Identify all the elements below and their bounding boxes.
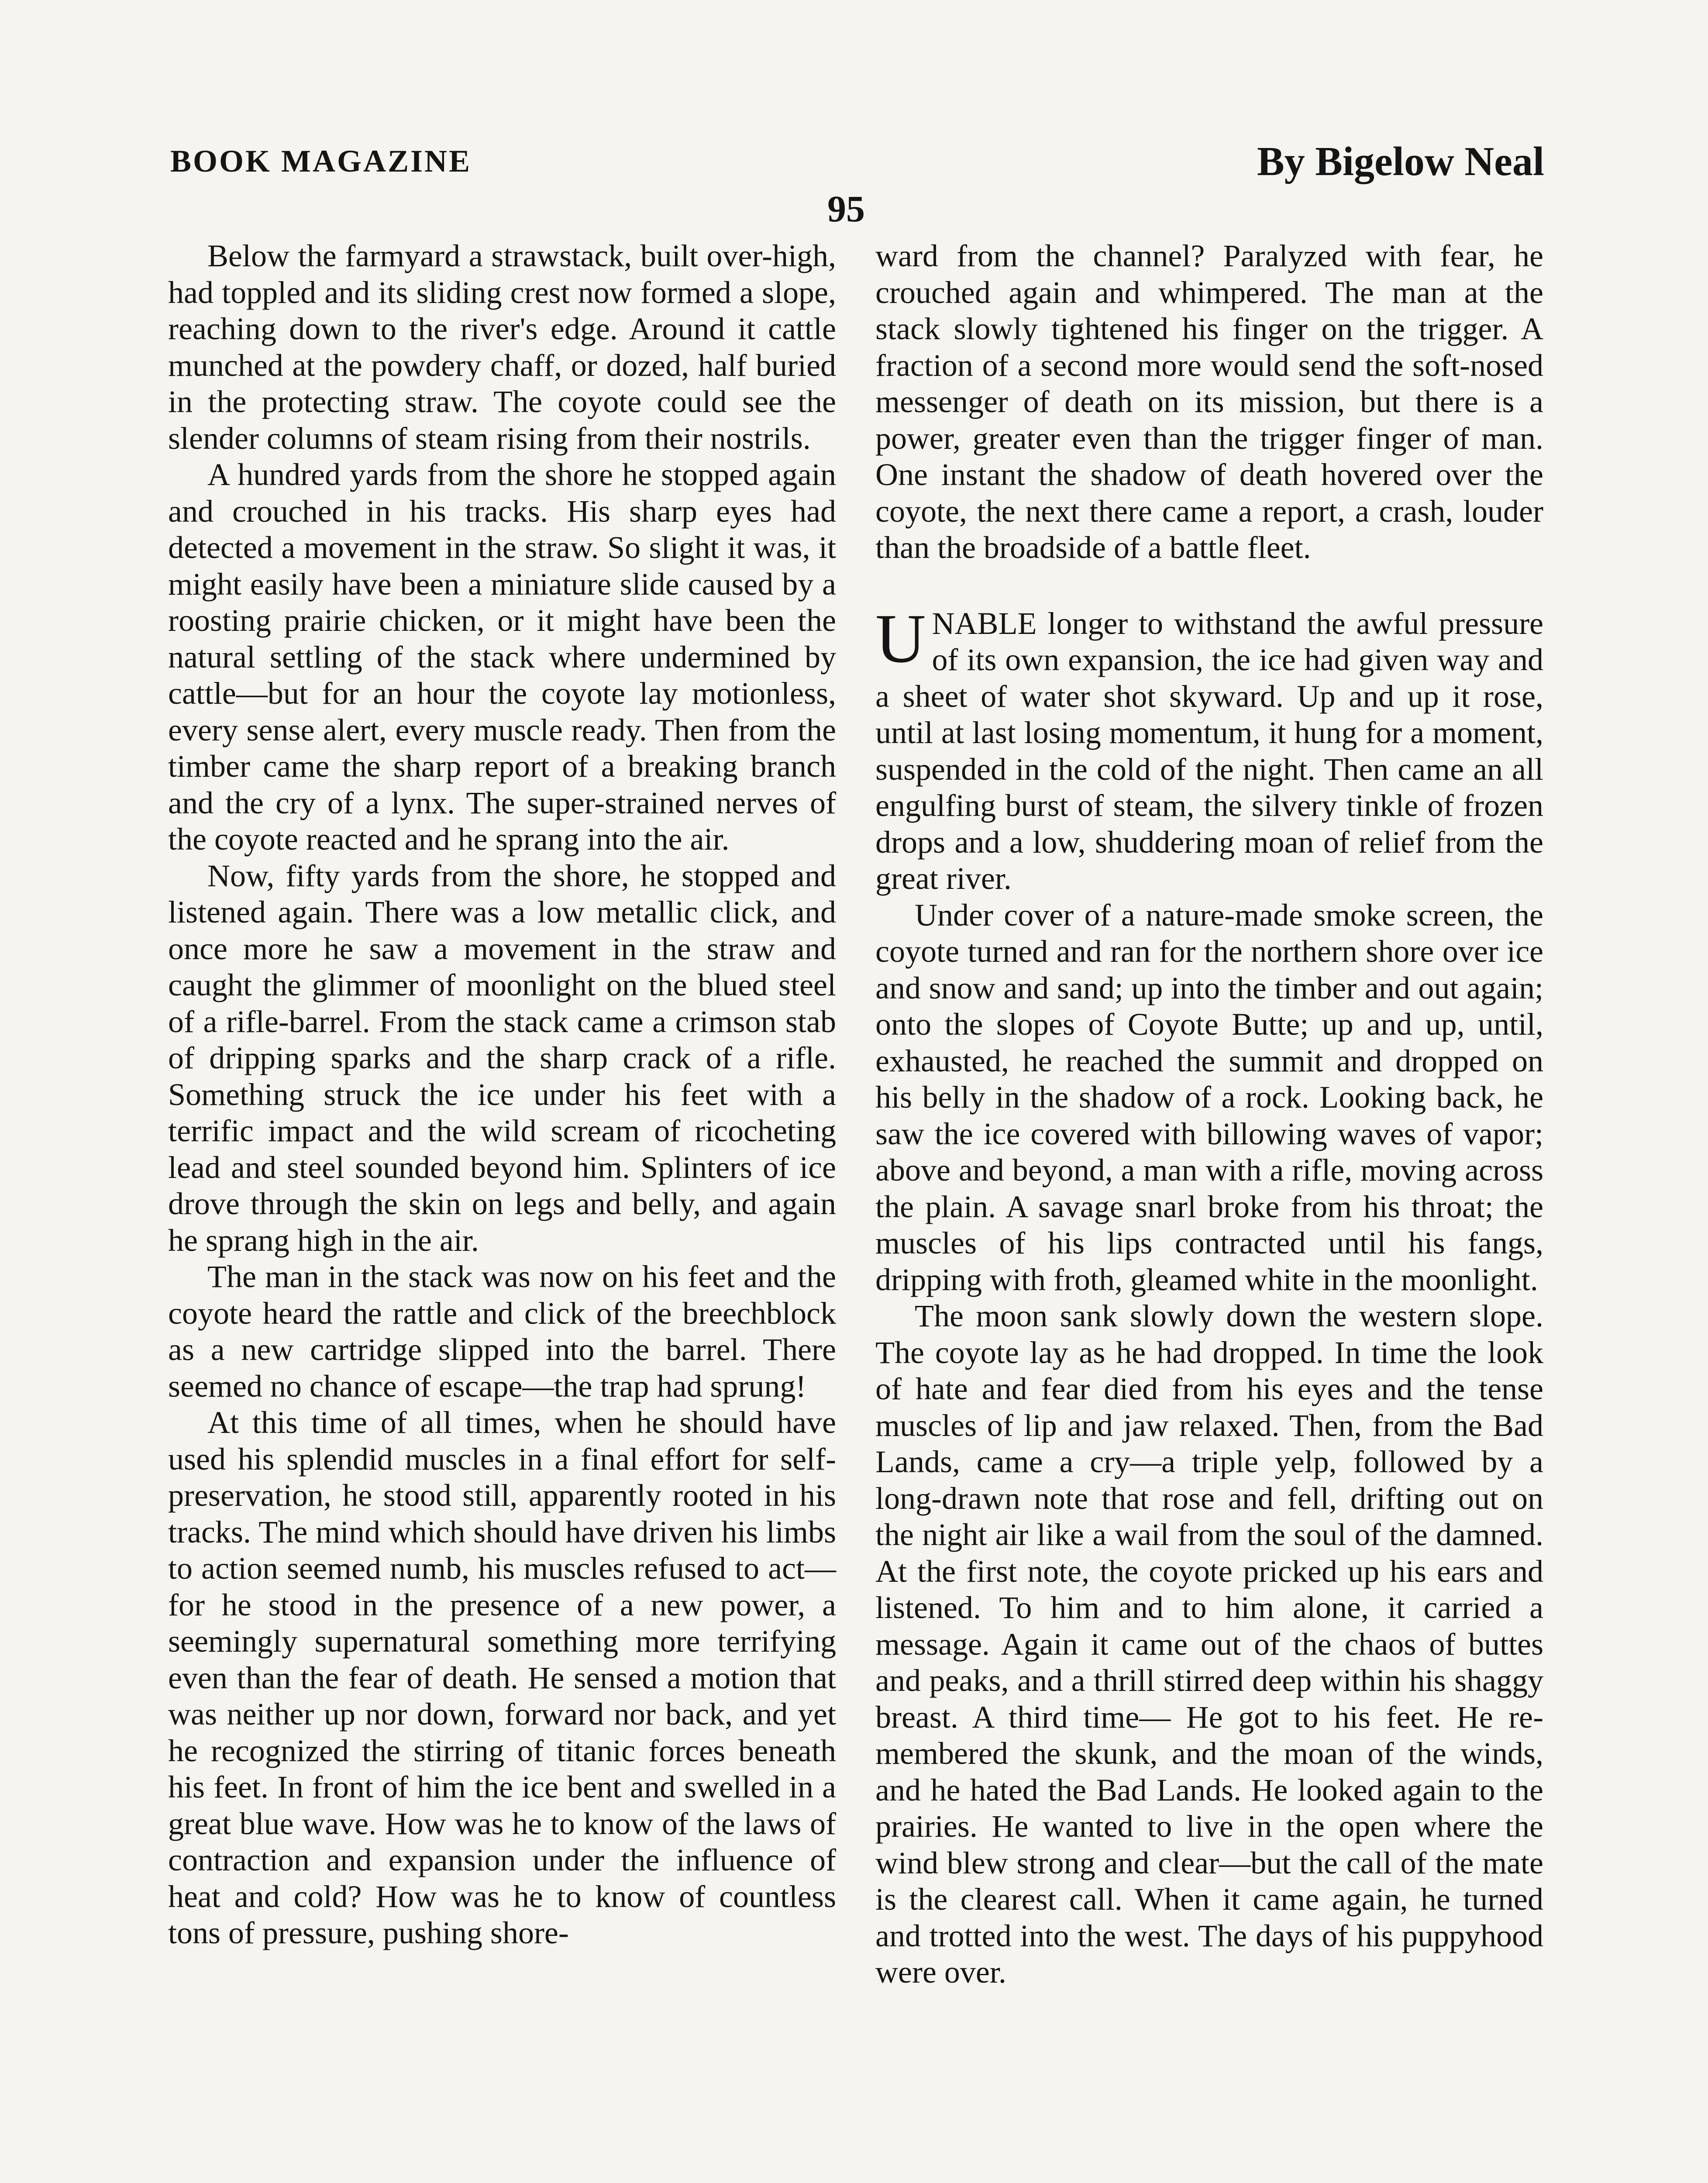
section-opening-text: NABLE longer to withstand the awful pressure of its own expansion, the ice had given way and a sheet of water shot skyward. Up and up it rose, until at last losing momentum, it hung for a moment, suspended in the cold of the night. Then came an all engulfing burst of steam, the silvery tinkle of frozen drops and a low, shuddering moan of relief from the great river. bbox=[875, 606, 1543, 896]
paragraph: The moon sank slowly down the western slope. The coyote lay as he had dropped. In time the look of hate and fear died from his eyes and the tense muscles of lip and jaw relaxed. Then, from the Bad Lands, came a cry—a triple yelp, followed by a long-drawn note that rose and fell, drifting out on the night air like a wail from the soul of the damned. At the first note, the coyote pricked up his ears and listened. To him and to him alone, it carried a message. Again it came out of the chaos of buttes and peaks, and a thrill stirred deep within his shaggy breast. A third time— He got to his feet. He remembered the skunk, and the moan of the winds, and he hated the Bad Lands. He looked again to the prairies. He wanted to live in the open where the wind blew strong and clear—but the call of the mate is the clearest call. When it came again, he turned and trotted into the west. The days of his puppyhood were over. bbox=[875, 1298, 1543, 1990]
magazine-title: BOOK MAGAZINE bbox=[170, 144, 472, 179]
drop-cap: U bbox=[875, 599, 926, 677]
page-number: 95 bbox=[827, 188, 865, 230]
author-byline: By Bigelow Neal bbox=[1257, 139, 1544, 184]
paragraph: A hundred yards from the shore he stopped again and crouched in his tracks. His sharp eyes had detected a movement in the straw. So slight it was, it might easily have been a miniature slide caused by a roosting prairie chicken, or it might have been the natural settling of the stack where undermined by cattle—but for an hour the coyote lay motionless, every sense alert, every muscle ready. Then from the timber came the sharp report of a breaking branch and the cry of a lynx. The super-strained nerves of the coyote reacted and he sprang into the air. bbox=[168, 457, 836, 857]
paragraph: Under cover of a nature-made smoke screen, the coyote turned and ran for the northern shore over ice and snow and sand; up into the timber and out again; onto the slopes of Coyote Butte; up and up, until, exhausted, he reached the summit and dropped on his belly in the shadow of a rock. Looking back, he saw the ice covered with billowing waves of vapor; above and beyond, a man with a rifle, moving across the plain. A savage snarl broke from his throat; the muscles of his lips contracted until his fangs, dripping with froth, gleamed white in the moonlight. bbox=[875, 897, 1543, 1297]
paragraph: At this time of all times, when he should have used his splendid muscles in a final effort for self-preservation, he stood still, apparently rooted in his tracks. The mind which should have driven his limbs to action seemed numb, his muscles refused to act—for he stood in the presence of a new power, a seemingly supernatural something more terrifying even than the fear of death. He sensed a motion that was neither up nor down, forward nor back, and yet he recognized the stirring of titanic forces beneath his feet. In front of him the ice bent and swelled in a great blue wave. How was he to know of the laws of contraction and expansion under the influence of heat and cold? How was he to know of countless tons of pressure, pushing shore- bbox=[168, 1405, 836, 1950]
section-break bbox=[875, 566, 1543, 606]
section-opening-paragraph bbox=[875, 599, 1543, 897]
paragraph: The man in the stack was now on his feet and the coyote heard the rattle and click of the breechblock as a new cartridge slipped into the barrel. There seemed no chance of escape—the trap had sprung! bbox=[168, 1259, 836, 1404]
paragraph: Now, fifty yards from the shore, he stopped and listened again. There was a low metallic click, and once more he saw a movement in the straw and caught the glimmer of moonlight on the blued steel of a rifle-barrel. From the stack came a crimson stab of dripping sparks and the sharp crack of a rifle. Something struck the ice under his feet with a terrific impact and the wild scream of ricocheting lead and steel sounded beyond him. Splinters of ice drove through the skin on legs and belly, and again he sprang high in the air. bbox=[168, 858, 836, 1258]
paragraph-continuation: ward from the channel? Paralyzed with fear, he crouched again and whimpered. The man at the stack slowly tightened his finger on the trigger. A fraction of a second more would send the soft-nosed messenger of death on its mission, but there is a power, greater even than the trigger finger of man. One instant the shadow of death hovered over the coyote, the next there came a report, a crash, louder than the broadside of a battle fleet. bbox=[875, 238, 1543, 565]
paragraph: Below the farmyard a strawstack, built over-high, had toppled and its sliding crest now formed a slope, reaching down to the river's edge. Around it cattle munched at the powdery chaff, or dozed, half buried in the protecting straw. The coyote could see the slender columns of steam rising from their nostrils. bbox=[168, 238, 836, 456]
left-column bbox=[168, 238, 836, 1952]
right-column bbox=[875, 238, 1543, 1991]
